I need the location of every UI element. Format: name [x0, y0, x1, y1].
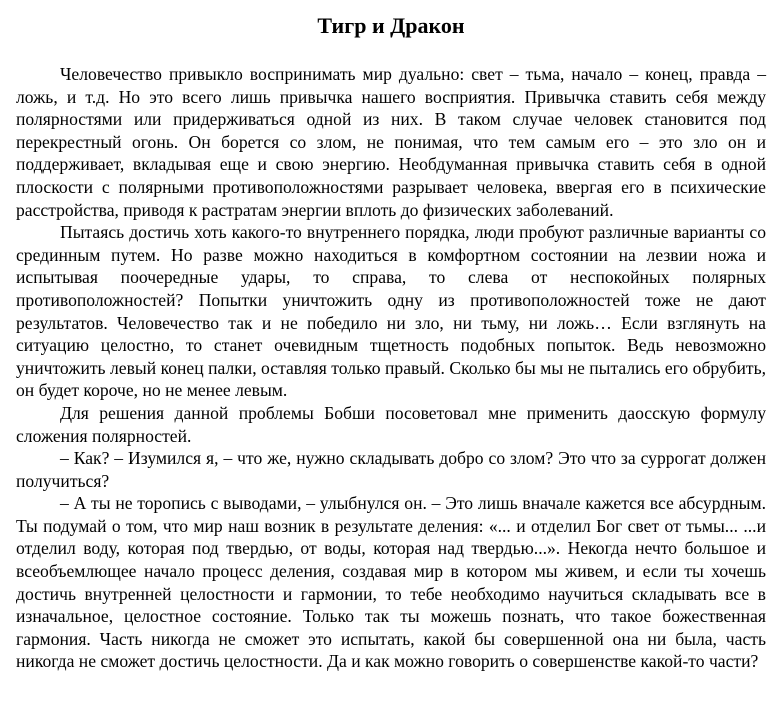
paragraph-5: – А ты не торопись с выводами, – улыбнулся он. – Это лишь вначале кажется все абсурдным. Ты подумай о том, что мир наш возник в результате деления: «... и отделил Бог свет от тьмы... ...и отделил воду, которая под твердью, от воды, которая над твердью...». Некогда нечто большое и всеобъемлющее начало процесс деления, создавая мир в котором мы живем, и если ты хочешь достичь внутренней целостности и гармонии, то тебе необходимо научиться складывать все в изначальное, целостное состояние. Только так ты можешь познать, что такое божественная гармония. Часть никогда не сможет это испытать, какой бы совершенной она ни была, часть никогда не сможет достичь целостности. Да и как можно говорить о совершенстве какой-то части? [16, 493, 766, 672]
paragraph-1: Человечество привыкло воспринимать мир дуально: свет – тьма, начало – конец, правда – ложь, и т.д. Но это всего лишь привычка нашего восприятия. Привычка ставить себя между полярностями или придерживаться одной из них. В таком случае человек становится под перекрестный огонь. Он борется со злом, не понимая, что тем самым его – это зло он и поддерживает, вкладывая еще и свою энергию. Необдуманная привычка ставить себя в одной плоскости с полярными противоположностями разрывает человека, ввергая его в психические расстройства, приводя к растратам энергии вплоть до физических заболеваний. [16, 64, 766, 220]
document-title: Тигр и Дракон [317, 13, 465, 38]
document-page [16, 8, 766, 673]
paragraph-4: – Как? – Изумился я, – что же, нужно складывать добро со злом? Это что за суррогат должен получиться? [16, 448, 766, 491]
paragraph-3: Для решения данной проблемы Бобши посоветовал мне применить даосскую формулу сложения полярностей. [16, 402, 766, 446]
paragraph-2: Пытаясь достичь хоть какого-то внутреннего порядка, люди пробуют различные варианты со срединным путем. Но разве можно находиться в комфортном состоянии на лезвии ножа и испытывая поочередные удары, то справа, то слева от неспокойных полярных противоположностей? Попытки уничтожить одну из противоположностей тоже не дают результатов. Человечество так и не победило ни зло, ни тьму, ни ложь… Если взглянуть на ситуацию целостно, то станет очевидным тщетность подобных попыток. Ведь невозможно уничтожить левый конец палки, оставляя только правый. Сколько бы мы не пытались его обрубить, он будет короче, но не менее левым. [16, 222, 766, 401]
